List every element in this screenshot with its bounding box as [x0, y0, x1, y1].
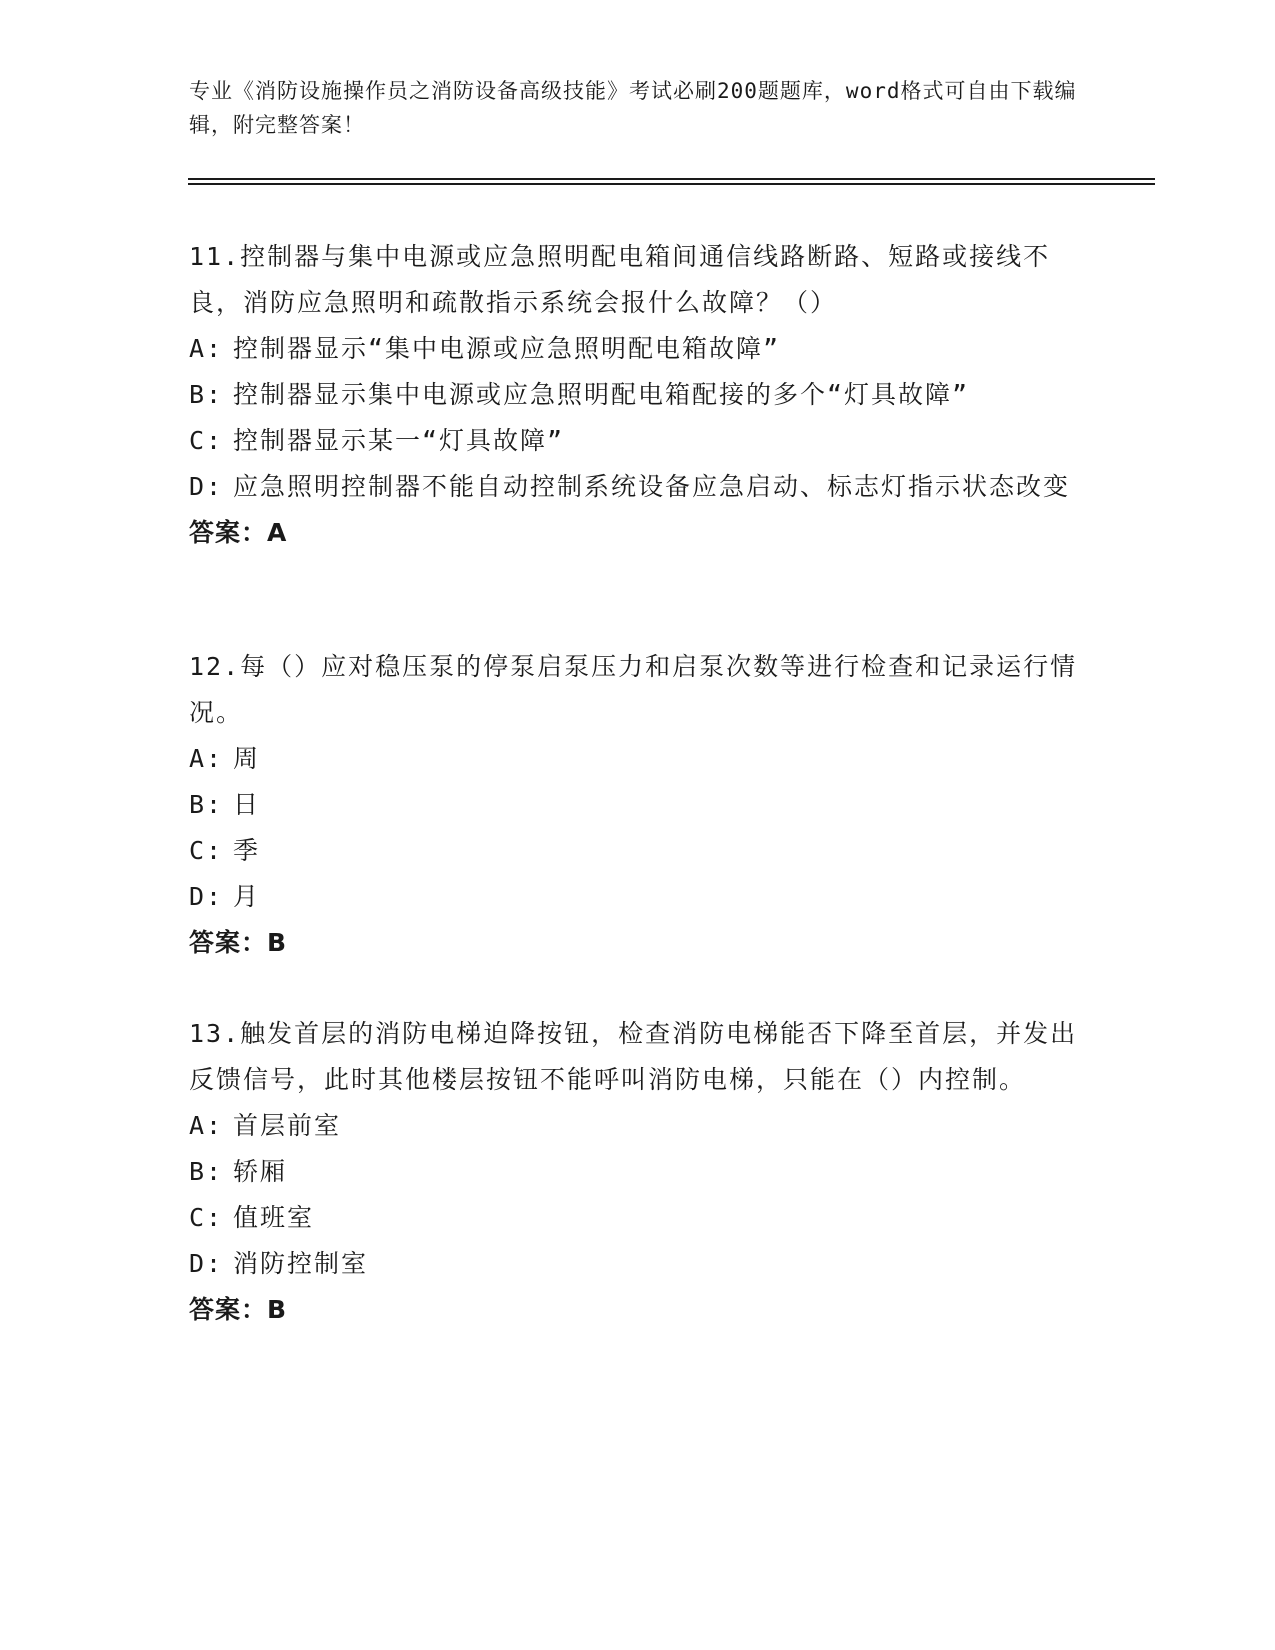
option-text: 控制器显示某一“灯具故障” [233, 426, 565, 455]
option-letter: C: [189, 426, 224, 455]
answer-label: 答案：A [189, 518, 288, 547]
option-text: 控制器显示“集中电源或应急照明配电箱故障” [233, 334, 781, 363]
option-text: 轿厢 [233, 1157, 288, 1186]
option-letter: C: [189, 836, 224, 865]
header-title: 专业《消防设施操作员之消防设备高级技能》考试必刷200题题库，word格式可自由下载编辑，附完整答案！ [189, 79, 1077, 137]
option-d [189, 464, 1089, 510]
header-divider-top [188, 178, 1155, 180]
option-b [189, 1149, 1089, 1195]
option-letter: A: [189, 1111, 224, 1140]
option-letter: A: [189, 744, 224, 773]
option-a [189, 1103, 1089, 1149]
option-letter: B: [189, 380, 224, 409]
header-divider-bottom [188, 183, 1155, 185]
option-text: 值班室 [233, 1203, 315, 1232]
option-c [189, 418, 1089, 464]
option-c [189, 1195, 1089, 1241]
question-stem: 13.触发首层的消防电梯迫降按钮，检查消防电梯能否下降至首层，并发出反馈信号，此时其他楼层按钮不能呼叫消防电梯，只能在（）内控制。 [189, 1019, 1078, 1094]
option-text: 控制器显示集中电源或应急照明配电箱配接的多个“灯具故障” [233, 380, 970, 409]
option-letter: B: [189, 790, 224, 819]
question-12 [189, 644, 1089, 966]
option-a [189, 736, 1089, 782]
option-text: 消防控制室 [233, 1249, 369, 1278]
option-text: 日 [233, 790, 261, 819]
option-a [189, 326, 1089, 372]
option-letter: D: [189, 1249, 224, 1278]
option-b [189, 372, 1089, 418]
option-d [189, 1241, 1089, 1287]
option-letter: A: [189, 334, 224, 363]
option-text: 季 [233, 836, 261, 865]
option-letter: D: [189, 882, 224, 911]
option-b [189, 782, 1089, 828]
question-stem: 11.控制器与集中电源或应急照明配电箱间通信线路断路、短路或接线不良，消防应急照明和疏散指示系统会报什么故障？（） [189, 242, 1051, 317]
document-header [189, 74, 1079, 142]
option-text: 首层前室 [233, 1111, 342, 1140]
question-stem: 12.每（）应对稳压泵的停泵启泵压力和启泵次数等进行检查和记录运行情况。 [189, 652, 1078, 727]
option-c [189, 828, 1089, 874]
answer-label: 答案：B [189, 1295, 288, 1324]
option-letter: B: [189, 1157, 224, 1186]
option-text: 应急照明控制器不能自动控制系统设备应急启动、标志灯指示状态改变 [233, 472, 1071, 501]
question-11 [189, 234, 1089, 556]
answer-label: 答案：B [189, 928, 288, 957]
question-13 [189, 1011, 1089, 1333]
option-letter: D: [189, 472, 224, 501]
option-d [189, 874, 1089, 920]
option-text: 月 [233, 882, 261, 911]
option-text: 周 [233, 744, 261, 773]
option-letter: C: [189, 1203, 224, 1232]
